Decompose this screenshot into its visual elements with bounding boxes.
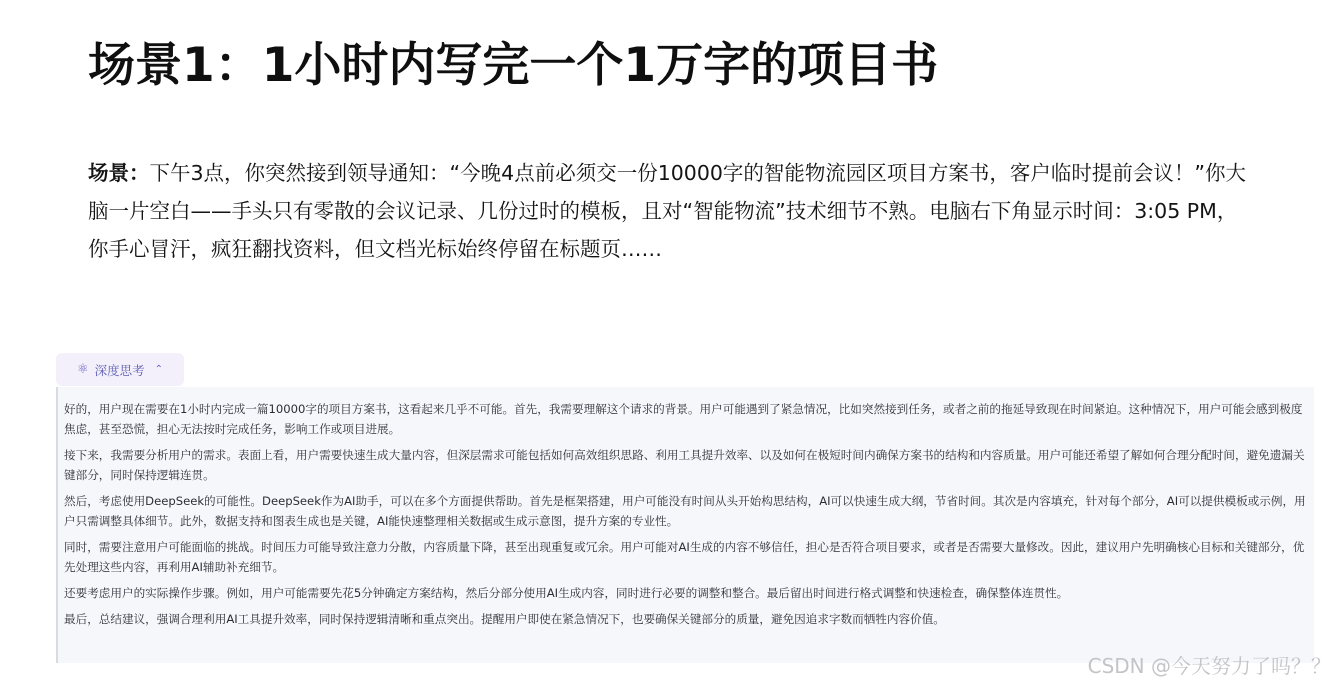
csdn-watermark: CSDN @今天努力了吗？？ — [1087, 654, 1331, 678]
think-paragraph-6: 最后，总结建议，强调合理利用AI工具提升效率，同时保持逻辑清晰和重点突出。提醒用户即使在紧急情况下，也要确保关键部分的质量，避免因追求字数而牺牲内容价值。 — [64, 612, 945, 626]
deep-think-panel — [56, 387, 1314, 663]
page-title: 场景1：1小时内写完一个1万字的项目书 — [88, 38, 939, 93]
deep-think-toggle-button[interactable] — [56, 353, 184, 386]
think-paragraph-5: 还要考虑用户的实际操作步骤。例如，用户可能需要先花5分钟确定方案结构，然后分部分使用AI生成内容，同时进行必要的调整和整合。最后留出时间进行格式调整和快速检查，确保整体连贯性。 — [64, 586, 1069, 600]
scene-text: 下午3点，你突然接到领导通知：“今晚4点前必须交一份10000字的智能物流园区项目方案书，客户临时提前会议！”你大脑一片空白——手头只有零散的会议记录、几份过时的模板，且对“智能物流”技术细节不熟。电脑右下角显示时间：3:05 PM，你手心冒汗，疯狂翻找资料，但文档光标始终停留在标题页…… — [88, 161, 1247, 261]
think-paragraph-1: 好的，用户现在需要在1小时内完成一篇10000字的项目方案书，这看起来几乎不可能。首先，我需要理解这个请求的背景。用户可能遇到了紧急情况，比如突然接到任务，或者之前的拖延导致现在时间紧迫。这种情况下，用户可能会感到极度焦虑，甚至恐慌，担心无法按时完成任务，影响工作或项目进展。 — [64, 402, 1303, 436]
think-paragraph-3: 然后，考虑使用DeepSeek的可能性。DeepSeek作为AI助手，可以在多个方面提供帮助。首先是框架搭建，用户可能没有时间从头开始构思结构，AI可以快速生成大纲，节省时间。其次是内容填充，针对每个部分，AI可以提供模板或示例，用户只需调整具体细节。此外，数据支持和图表生成也是关键，AI能快速整理相关数据或生成示意图，提升方案的专业性。 — [64, 494, 1306, 528]
think-paragraph-2: 接下来，我需要分析用户的需求。表面上看，用户需要快速生成大量内容，但深层需求可能包括如何高效组织思路、利用工具提升效率、以及如何在极短时间内确保方案书的结构和内容质量。用户可能还希望了解如何合理分配时间，避免遗漏关键部分，同时保持逻辑连贯。 — [64, 448, 1305, 482]
chevron-up-icon: ⌃ — [154, 364, 164, 375]
atom-icon: ⚛ — [76, 362, 89, 377]
deep-think-label: 深度思考 — [94, 362, 145, 378]
think-paragraph-4: 同时，需要注意用户可能面临的挑战。时间压力可能导致注意力分散，内容质量下降，甚至出现重复或冗余。用户可能对AI生成的内容不够信任，担心是否符合项目要求，或者是否需要大量修改。因此，建议用户先明确核心目标和关键部分，优先处理这些内容，再利用AI辅助补充细节。 — [64, 540, 1305, 574]
scene-label: 场景： — [88, 161, 150, 185]
scene-description — [88, 154, 1248, 268]
